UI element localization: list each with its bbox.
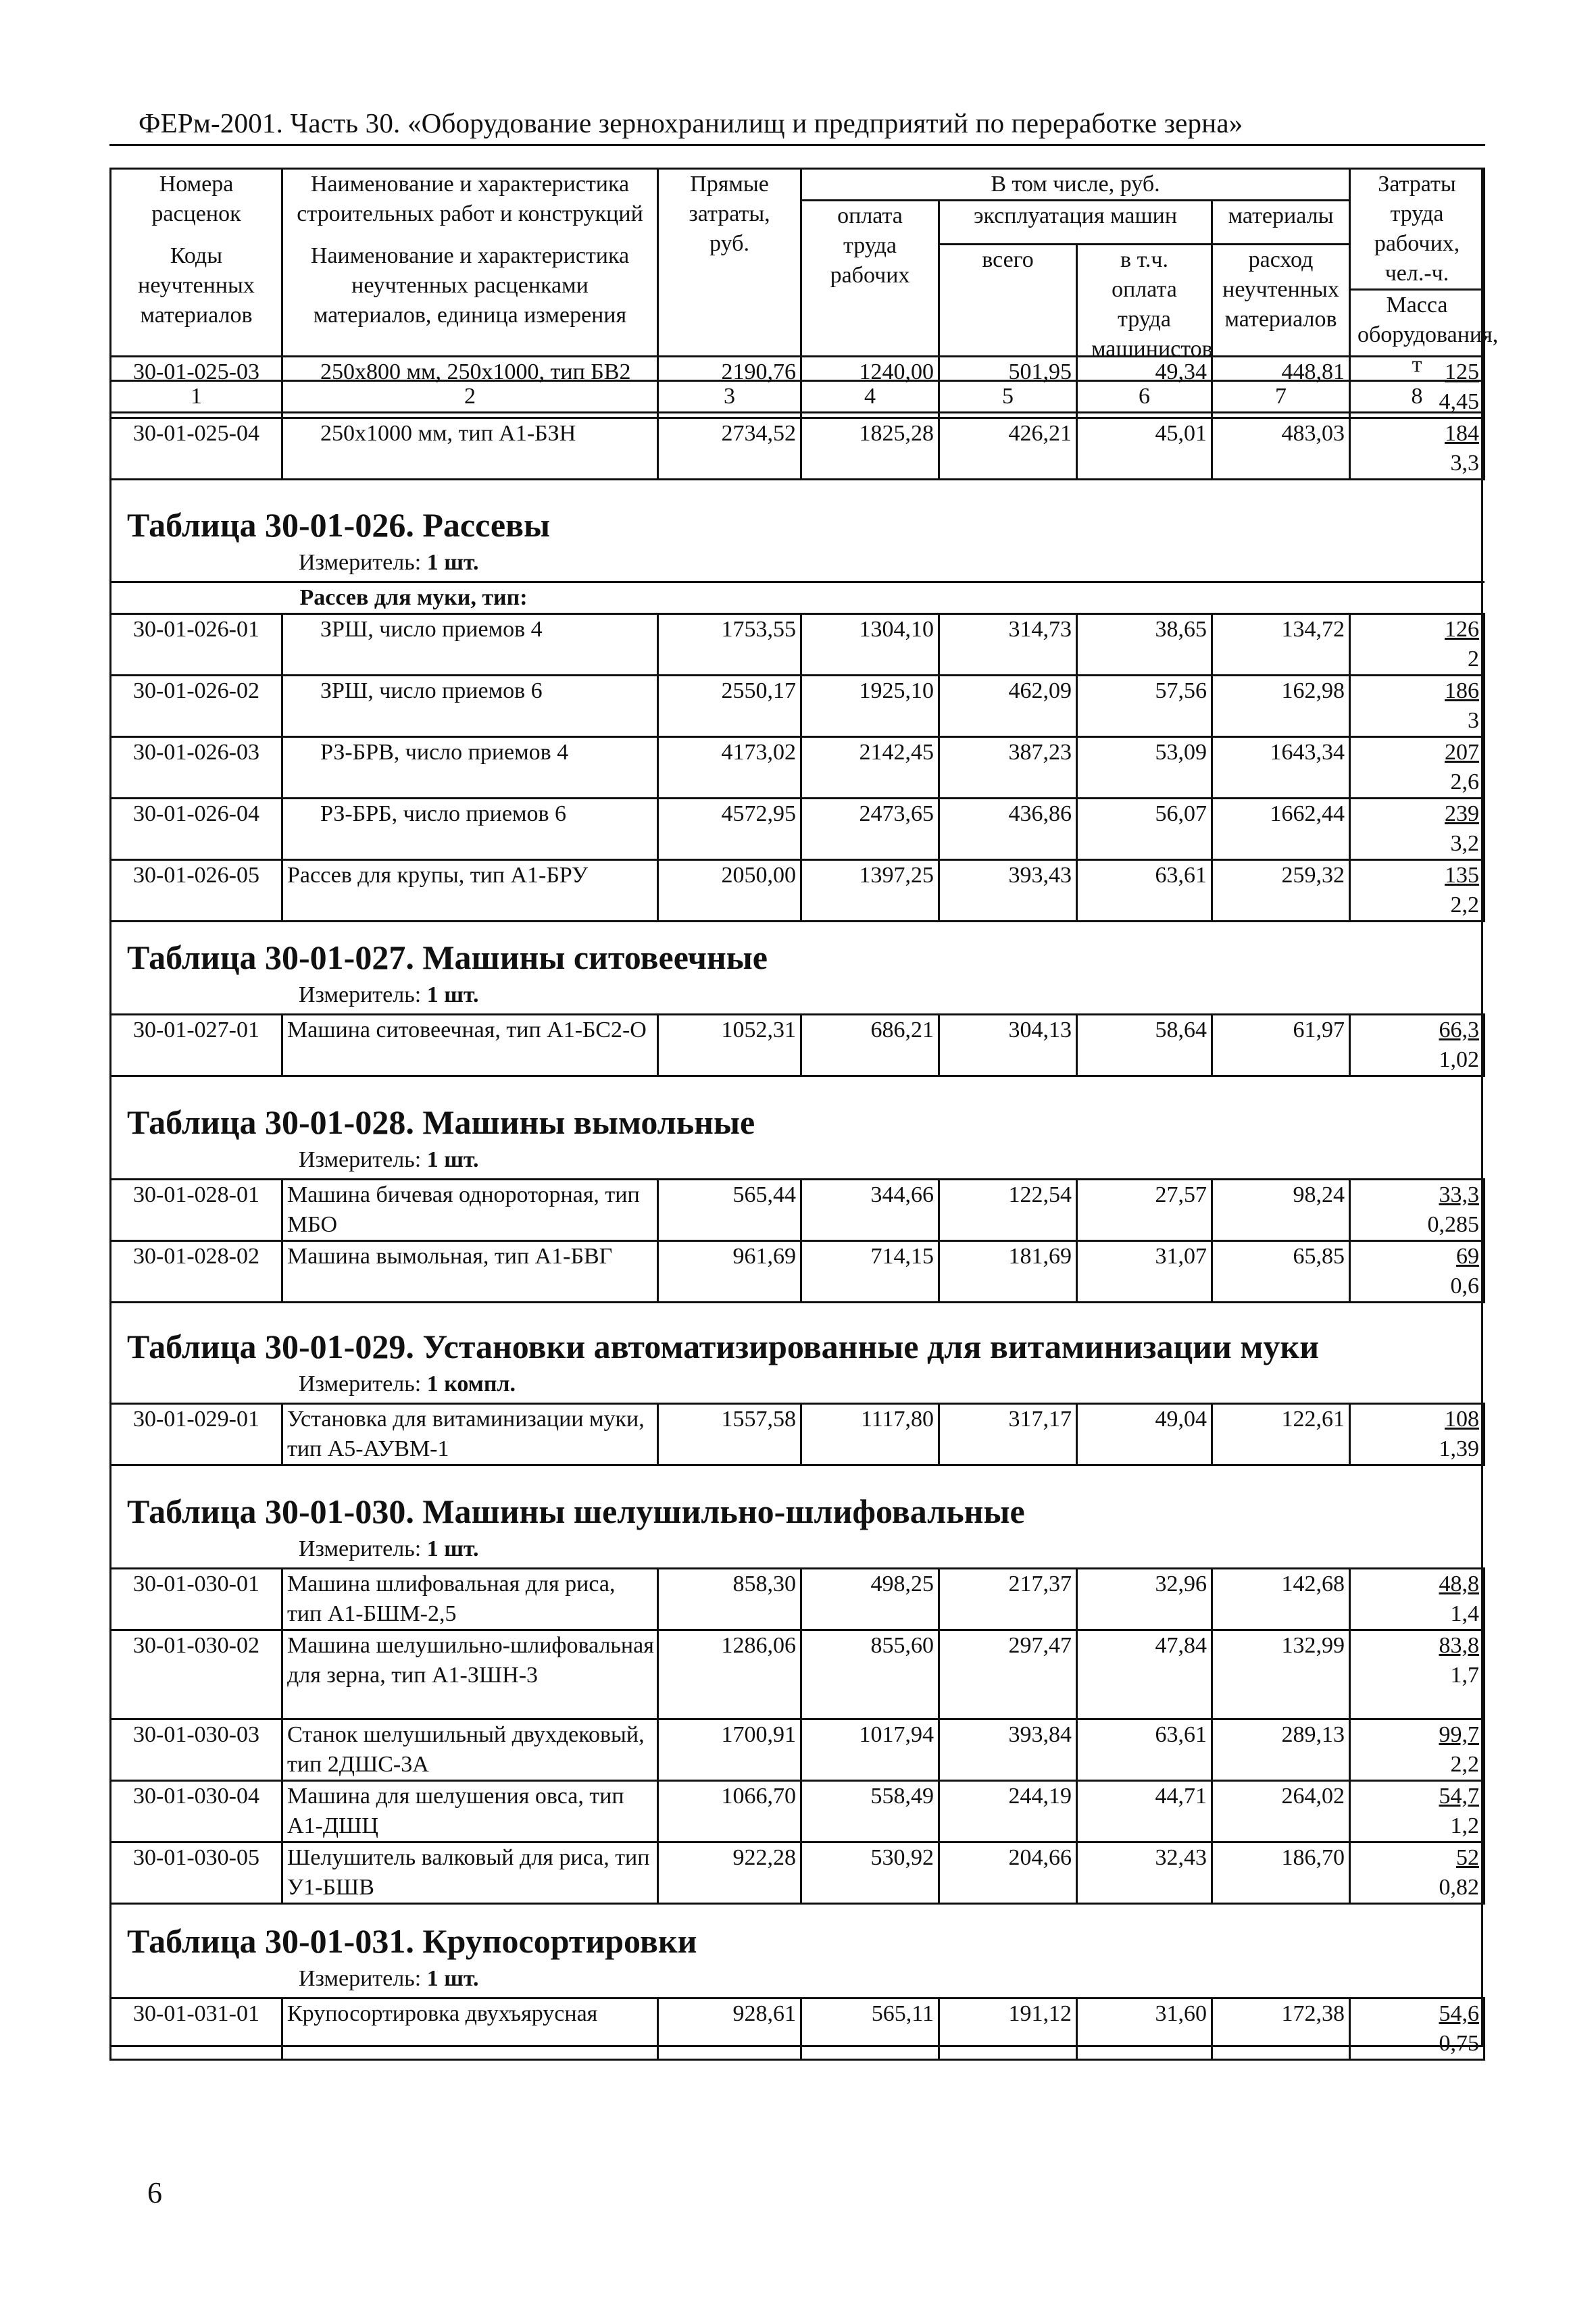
machine-cost: 426,21 [939,418,1077,480]
item-name: 250х800 мм, 250х1000, тип БВ2 [282,357,658,418]
labor-mass-cell [1350,1842,1485,1904]
labor-hours: 69 [1456,1244,1479,1269]
material-cost: 1643,34 [1212,737,1350,799]
item-name: Машина шлифовальная для риса, тип А1-БШМ-2,5 [282,1569,658,1630]
machine-cost: 501,95 [939,357,1077,418]
labor-mass-cell [1350,1569,1485,1630]
machine-cost: 244,19 [939,1781,1077,1842]
labor-cost: 1825,28 [801,418,939,480]
item-name: ЗРШ, число приемов 4 [282,614,658,676]
material-cost: 122,61 [1212,1404,1350,1465]
equipment-mass: 1,4 [1450,1601,1479,1626]
measure-value: 1 шт. [426,550,479,575]
material-cost: 264,02 [1212,1781,1350,1842]
measure-line [299,982,479,1008]
machine-cost: 122,54 [939,1180,1077,1241]
table-row [111,676,1485,737]
operator-cost: 38,65 [1077,614,1212,676]
labor-cost: 1017,94 [801,1719,939,1781]
table-row [111,418,1485,480]
labor-mass-cell [1350,1015,1485,1076]
labor-cost: 1117,80 [801,1404,939,1465]
equipment-mass: 0,285 [1427,1212,1479,1237]
operator-cost: 49,04 [1077,1404,1212,1465]
equipment-mass: 2,2 [1450,892,1480,917]
section-title: Таблица 30-01-027. Машины ситовеечные [127,938,768,976]
labor-mass-cell [1350,1719,1485,1781]
labor-hours: 48,8 [1439,1571,1479,1596]
table-row [111,1719,1485,1781]
equipment-mass: 0,75 [1439,2031,1479,2056]
equipment-mass: 2 [1468,647,1480,672]
labor-mass-cell [1350,1630,1485,1719]
item-name: РЗ-БРБ, число приемов 6 [282,799,658,860]
labor-mass-cell [1350,1241,1485,1303]
item-name: Машина ситовеечная, тип А1-БС2-О [282,1015,658,1076]
rate-code: 30-01-031-01 [111,1998,282,2060]
table-row [111,1630,1485,1719]
equipment-mass: 0,82 [1439,1875,1479,1900]
direct-cost: 1700,91 [658,1719,801,1781]
direct-cost: 2550,17 [658,676,801,737]
data-table-031 [109,1997,1485,2061]
equipment-mass: 3,3 [1450,451,1479,476]
direct-cost: 2734,52 [658,418,801,480]
direct-cost: 4173,02 [658,737,801,799]
measure-label: Измеритель: [299,550,422,575]
operator-cost: 45,01 [1077,418,1212,480]
equipment-mass: 1,39 [1439,1436,1479,1461]
machine-cost: 436,86 [939,799,1077,860]
direct-cost: 928,61 [658,1998,801,2060]
operator-cost: 58,64 [1077,1015,1212,1076]
item-name: РЗ-БРВ, число приемов 4 [282,737,658,799]
col2-header: Наименование и характеристика строительных работ и конструкций Наименование и характеристика неучтенных расценками материалов, единица измерения [282,169,658,381]
labor-hours: 239 [1445,801,1480,826]
labor-cost: 855,60 [801,1630,939,1719]
table-row [111,1241,1485,1303]
direct-cost: 1557,58 [658,1404,801,1465]
rate-code: 30-01-028-01 [111,1180,282,1241]
measure-label: Измеритель: [299,982,422,1007]
direct-cost: 2190,76 [658,357,801,418]
rate-code: 30-01-027-01 [111,1015,282,1076]
labor-cost: 714,15 [801,1241,939,1303]
col6-header: в т.ч. оплата труда машинистов [1077,244,1212,381]
col4-header: оплата труда рабочих [801,201,939,381]
table-row [111,799,1485,860]
measure-line [299,1536,479,1562]
machine-cost: 191,12 [939,1998,1077,2060]
operator-cost: 63,61 [1077,1719,1212,1781]
section-title: Таблица 30-01-026. Рассевы [127,506,551,544]
material-cost: 162,98 [1212,676,1350,737]
running-header: ФЕРм-2001. Часть 30. «Оборудование зернохранилищ и предприятий по переработке зерна» [139,107,1243,139]
labor-cost: 1397,25 [801,860,939,922]
operator-cost: 44,71 [1077,1781,1212,1842]
labor-cost: 530,92 [801,1842,939,1904]
operator-cost: 31,60 [1077,1998,1212,2060]
machine-cost: 217,37 [939,1569,1077,1630]
machine-cost: 314,73 [939,614,1077,676]
measure-label: Измеритель: [299,1966,422,1991]
material-cost: 132,99 [1212,1630,1350,1719]
rate-code: 30-01-026-01 [111,614,282,676]
rate-code: 30-01-030-01 [111,1569,282,1630]
data-table-025 [109,355,1485,480]
labor-hours: 33,3 [1439,1182,1479,1207]
labor-mass-cell [1350,1998,1485,2060]
table-row [111,1781,1485,1842]
rate-code: 30-01-030-05 [111,1842,282,1904]
material-cost: 134,72 [1212,614,1350,676]
measure-line [299,550,479,576]
rate-code: 30-01-030-04 [111,1781,282,1842]
labor-mass-cell [1350,860,1485,922]
machine-cost: 204,66 [939,1842,1077,1904]
direct-cost: 1753,55 [658,614,801,676]
data-table-030 [109,1567,1485,1905]
equipment-mass: 2,2 [1450,1752,1479,1777]
col3-header: Прямые затраты, руб. [658,169,801,381]
col1-header: Номера расценок Коды неучтенных материалов [111,169,282,381]
material-cost: 61,97 [1212,1015,1350,1076]
labor-cost: 344,66 [801,1180,939,1241]
table-row [111,1015,1485,1076]
equipment-mass: 1,7 [1450,1663,1479,1688]
section-title: Таблица 30-01-030. Машины шелушильно-шлифовальные [127,1492,1025,1530]
labor-cost: 498,25 [801,1569,939,1630]
rate-code: 30-01-029-01 [111,1404,282,1465]
equipment-mass: 1,02 [1439,1047,1479,1072]
direct-cost: 1052,31 [658,1015,801,1076]
col5-header: всего [939,244,1077,381]
labor-hours: 54,7 [1439,1784,1479,1809]
rate-code: 30-01-025-04 [111,418,282,480]
materials-header: материалы [1212,201,1350,245]
item-name: Станок шелушильный двухдековый, тип 2ДШС-3А [282,1719,658,1781]
labor-mass-cell [1350,357,1485,418]
labor-hours: 186 [1445,678,1480,703]
material-cost: 65,85 [1212,1241,1350,1303]
labor-cost: 1925,10 [801,676,939,737]
operator-cost: 63,61 [1077,860,1212,922]
direct-cost: 1066,70 [658,1781,801,1842]
col-number: 3 [658,381,801,413]
material-cost: 483,03 [1212,418,1350,480]
operator-cost: 47,84 [1077,1630,1212,1719]
direct-cost: 565,44 [658,1180,801,1241]
machine-cost: 304,13 [939,1015,1077,1076]
item-name: Машина шелушильно-шлифовальная для зерна, тип А1-ЗШН-3 [282,1630,658,1719]
operator-cost: 49,34 [1077,357,1212,418]
rate-code: 30-01-030-03 [111,1719,282,1781]
labor-hours: 135 [1445,863,1480,888]
operator-cost: 32,96 [1077,1569,1212,1630]
equipment-mass: 0,6 [1450,1274,1479,1299]
measure-line [299,1966,479,1992]
material-cost: 186,70 [1212,1842,1350,1904]
table-row [111,1998,1485,2060]
measure-label: Измеритель: [299,1372,422,1397]
operator-cost: 32,43 [1077,1842,1212,1904]
direct-cost: 4572,95 [658,799,801,860]
labor-hours: 83,8 [1439,1633,1479,1658]
material-cost: 1662,44 [1212,799,1350,860]
item-name: Машина для шелушения овса, тип А1-ДШЦ [282,1781,658,1842]
machine-cost: 393,43 [939,860,1077,922]
labor-mass-cell [1350,1404,1485,1465]
data-table-028 [109,1178,1485,1303]
labor-hours: 66,3 [1439,1017,1479,1042]
table-row [111,1569,1485,1630]
rate-code: 30-01-026-04 [111,799,282,860]
material-cost: 448,81 [1212,357,1350,418]
equipment-mass: 3,2 [1450,831,1480,856]
labor-hours: 108 [1445,1407,1479,1432]
labor-cost: 1240,00 [801,357,939,418]
machine-cost: 181,69 [939,1241,1077,1303]
labor-hours: 207 [1445,740,1480,765]
measure-value: 1 шт. [426,982,479,1007]
col-number: 2 [282,381,658,413]
rate-code: 30-01-026-05 [111,860,282,922]
labor-hours: 52 [1456,1845,1479,1870]
table-row [111,737,1485,799]
equipment-mass: 2,6 [1450,770,1480,795]
measure-label: Измеритель: [299,1147,422,1172]
col7-header: расход неучтенных материалов [1212,244,1350,381]
col-number: 6 [1077,381,1212,413]
incl-header: В том числе, руб. [801,169,1350,201]
operator-cost: 27,57 [1077,1180,1212,1241]
labor-hours: 184 [1445,421,1479,446]
measure-value: 1 компл. [426,1372,516,1397]
measure-label: Измеритель: [299,1536,422,1561]
measure-value: 1 шт. [426,1966,479,1991]
material-cost: 98,24 [1212,1180,1350,1241]
direct-cost: 961,69 [658,1241,801,1303]
direct-cost: 922,28 [658,1842,801,1904]
machine-cost: 387,23 [939,737,1077,799]
data-table-027 [109,1013,1485,1077]
direct-cost: 1286,06 [658,1630,801,1719]
measure-line [299,1147,479,1173]
item-name: Крупосортировка двухъярусная [282,1998,658,2060]
machine-cost: 317,17 [939,1404,1077,1465]
labor-mass-cell [1350,676,1485,737]
item-name: Шелушитель валковый для риса, тип У1-БШВ [282,1842,658,1904]
labor-cost: 2142,45 [801,737,939,799]
item-name: 250х1000 мм, тип А1-БЗН [282,418,658,480]
section-title: Таблица 30-01-028. Машины вымольные [127,1103,755,1141]
material-cost: 289,13 [1212,1719,1350,1781]
labor-cost: 2473,65 [801,799,939,860]
table-row [111,614,1485,676]
item-name: Установка для витаминизации муки, тип А5-АУВМ-1 [282,1404,658,1465]
equipment-mass: 4,45 [1439,389,1479,414]
material-cost: 259,32 [1212,860,1350,922]
machine-cost: 393,84 [939,1719,1077,1781]
operator-cost: 53,09 [1077,737,1212,799]
labor-cost: 1304,10 [801,614,939,676]
direct-cost: 858,30 [658,1569,801,1630]
labor-mass-cell [1350,799,1485,860]
col8-header-mass: Масса оборудования, т [1350,290,1485,381]
col-number: 4 [801,381,939,413]
col-number: 1 [111,381,282,413]
machines-header: эксплуатация машин [939,201,1212,245]
operator-cost: 56,07 [1077,799,1212,860]
machine-cost: 462,09 [939,676,1077,737]
measure-line [299,1372,516,1397]
material-cost: 142,68 [1212,1569,1350,1630]
table-row [111,357,1485,418]
labor-hours: 99,7 [1439,1722,1479,1747]
equipment-mass: 1,2 [1450,1813,1479,1838]
labor-mass-cell [1350,1781,1485,1842]
rate-code: 30-01-030-02 [111,1630,282,1719]
labor-hours: 126 [1445,617,1480,642]
page-number: 6 [147,2176,162,2209]
machine-cost: 297,47 [939,1630,1077,1719]
col-number: 7 [1212,381,1350,413]
rate-code: 30-01-025-03 [111,357,282,418]
labor-mass-cell [1350,614,1485,676]
table-row [111,1404,1485,1465]
direct-cost: 2050,00 [658,860,801,922]
item-name: Рассев для крупы, тип А1-БРУ [282,860,658,922]
data-table-026 [109,581,1485,922]
table-row [111,1180,1485,1241]
labor-cost: 558,49 [801,1781,939,1842]
col8-header-hours: Затраты труда рабочих, чел.-ч. [1350,169,1485,290]
subgroup-label: Рассев для муки, тип: [299,585,528,610]
equipment-mass: 3 [1468,708,1480,733]
col-number: 5 [939,381,1077,413]
item-name: ЗРШ, число приемов 6 [282,676,658,737]
rate-code: 30-01-026-03 [111,737,282,799]
labor-mass-cell [1350,1180,1485,1241]
labor-cost: 686,21 [801,1015,939,1076]
rate-code: 30-01-028-02 [111,1241,282,1303]
section-title: Таблица 30-01-031. Крупосортировки [127,1922,697,1960]
subgroup-row [111,582,1485,614]
rate-code: 30-01-026-02 [111,676,282,737]
material-cost: 172,38 [1212,1998,1350,2060]
labor-hours: 54,6 [1439,2001,1479,2026]
table-row [111,1842,1485,1904]
labor-cost: 565,11 [801,1998,939,2060]
item-name: Машина вымольная, тип А1-БВГ [282,1241,658,1303]
header-rule [109,144,1485,146]
labor-mass-cell [1350,737,1485,799]
col-number: 8 [1350,381,1485,413]
measure-value: 1 шт. [426,1147,479,1172]
measure-value: 1 шт. [426,1536,479,1561]
section-title: Таблица 30-01-029. Установки автоматизированные для витаминизации муки [127,1328,1320,1365]
item-name: Машина бичевая однороторная, тип МБО [282,1180,658,1241]
labor-mass-cell [1350,418,1485,480]
table-row [111,860,1485,922]
operator-cost: 31,07 [1077,1241,1212,1303]
operator-cost: 57,56 [1077,676,1212,737]
labor-hours: 125 [1445,359,1479,384]
data-table-029 [109,1403,1485,1466]
